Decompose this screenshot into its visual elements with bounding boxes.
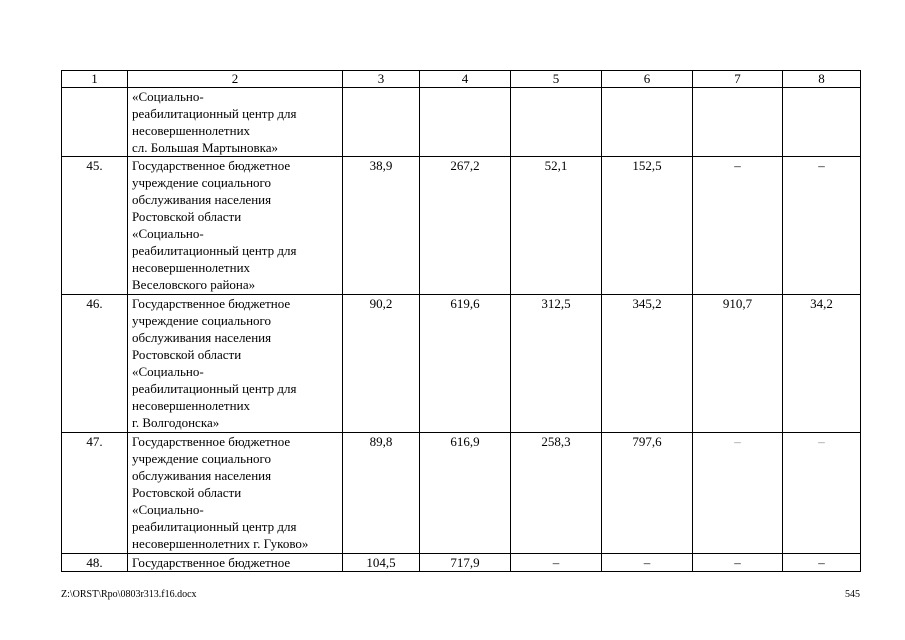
name-line: «Социально- (132, 364, 204, 379)
name-line: реабилитационный центр для (132, 519, 297, 534)
table-row (62, 295, 861, 433)
value-cell (343, 88, 420, 157)
name-line: учреждение социального (132, 451, 272, 466)
value-cell: 797,6 (602, 433, 693, 554)
value-cell: 717,9 (420, 554, 511, 572)
name-line: реабилитационный центр для (132, 243, 297, 258)
value-cell: 267,2 (420, 157, 511, 295)
value-cell (420, 88, 511, 157)
name-line: Ростовской области (132, 209, 242, 224)
institution-name (128, 88, 343, 157)
name-line: несовершеннолетних (132, 260, 251, 275)
name-line: реабилитационный центр для (132, 106, 297, 121)
value-cell: – (783, 157, 861, 295)
institution-name (128, 295, 343, 433)
value-cell: – (783, 433, 861, 554)
name-line: учреждение социального (132, 313, 272, 328)
column-header: 7 (693, 71, 783, 88)
name-line: «Социально- (132, 89, 204, 104)
value-cell: 34,2 (783, 295, 861, 433)
institution-name (128, 554, 343, 572)
name-line: Ростовской области (132, 485, 242, 500)
name-line: учреждение социального (132, 175, 272, 190)
table-header-row (62, 71, 861, 88)
name-line: несовершеннолетних (132, 398, 251, 413)
name-line: Ростовской области (132, 347, 242, 362)
value-cell: – (693, 157, 783, 295)
row-number: 48. (62, 554, 128, 572)
value-cell: 619,6 (420, 295, 511, 433)
column-header: 6 (602, 71, 693, 88)
name-line: «Социально- (132, 226, 204, 241)
column-header: 4 (420, 71, 511, 88)
name-line: Государственное бюджетное (132, 296, 291, 311)
column-header: 3 (343, 71, 420, 88)
value-cell: 616,9 (420, 433, 511, 554)
name-line: обслуживания населения (132, 468, 272, 483)
value-cell: 152,5 (602, 157, 693, 295)
name-line: обслуживания населения (132, 192, 272, 207)
column-header: 8 (783, 71, 861, 88)
column-header: 1 (62, 71, 128, 88)
value-cell: – (602, 554, 693, 572)
value-cell (783, 88, 861, 157)
footer-page-number: 545 (845, 589, 860, 600)
institution-name (128, 157, 343, 295)
value-cell: 38,9 (343, 157, 420, 295)
value-cell: 258,3 (511, 433, 602, 554)
row-number: 47. (62, 433, 128, 554)
name-line: сл. Большая Мартыновка» (132, 140, 279, 155)
table-row (62, 554, 861, 572)
value-cell: – (783, 554, 861, 572)
value-cell (693, 88, 783, 157)
value-cell: – (693, 433, 783, 554)
value-cell: 90,2 (343, 295, 420, 433)
institution-name (128, 433, 343, 554)
value-cell (511, 88, 602, 157)
name-line: реабилитационный центр для (132, 381, 297, 396)
table-row (62, 88, 861, 157)
column-header: 2 (128, 71, 343, 88)
row-number: 46. (62, 295, 128, 433)
value-cell: – (693, 554, 783, 572)
value-cell: 312,5 (511, 295, 602, 433)
value-cell: 910,7 (693, 295, 783, 433)
value-cell: – (511, 554, 602, 572)
value-cell: 104,5 (343, 554, 420, 572)
column-header: 5 (511, 71, 602, 88)
name-line: обслуживания населения (132, 330, 272, 345)
row-number: 45. (62, 157, 128, 295)
name-line: Государственное бюджетное (132, 434, 291, 449)
data-table (61, 70, 861, 572)
name-line: «Социально- (132, 502, 204, 517)
value-cell: 89,8 (343, 433, 420, 554)
table-row (62, 433, 861, 554)
value-cell (602, 88, 693, 157)
footer-file-path: Z:\ORST\Rpo\0803r313.f16.docx (61, 589, 197, 600)
name-line: несовершеннолетних г. Гуково» (132, 536, 309, 551)
row-number (62, 88, 128, 157)
name-line: несовершеннолетних (132, 123, 251, 138)
name-line: Веселовского района» (132, 277, 256, 292)
value-cell: 345,2 (602, 295, 693, 433)
name-line: Государственное бюджетное (132, 555, 291, 570)
table-row (62, 157, 861, 295)
name-line: г. Волгодонска» (132, 415, 220, 430)
name-line: Государственное бюджетное (132, 158, 291, 173)
value-cell: 52,1 (511, 157, 602, 295)
